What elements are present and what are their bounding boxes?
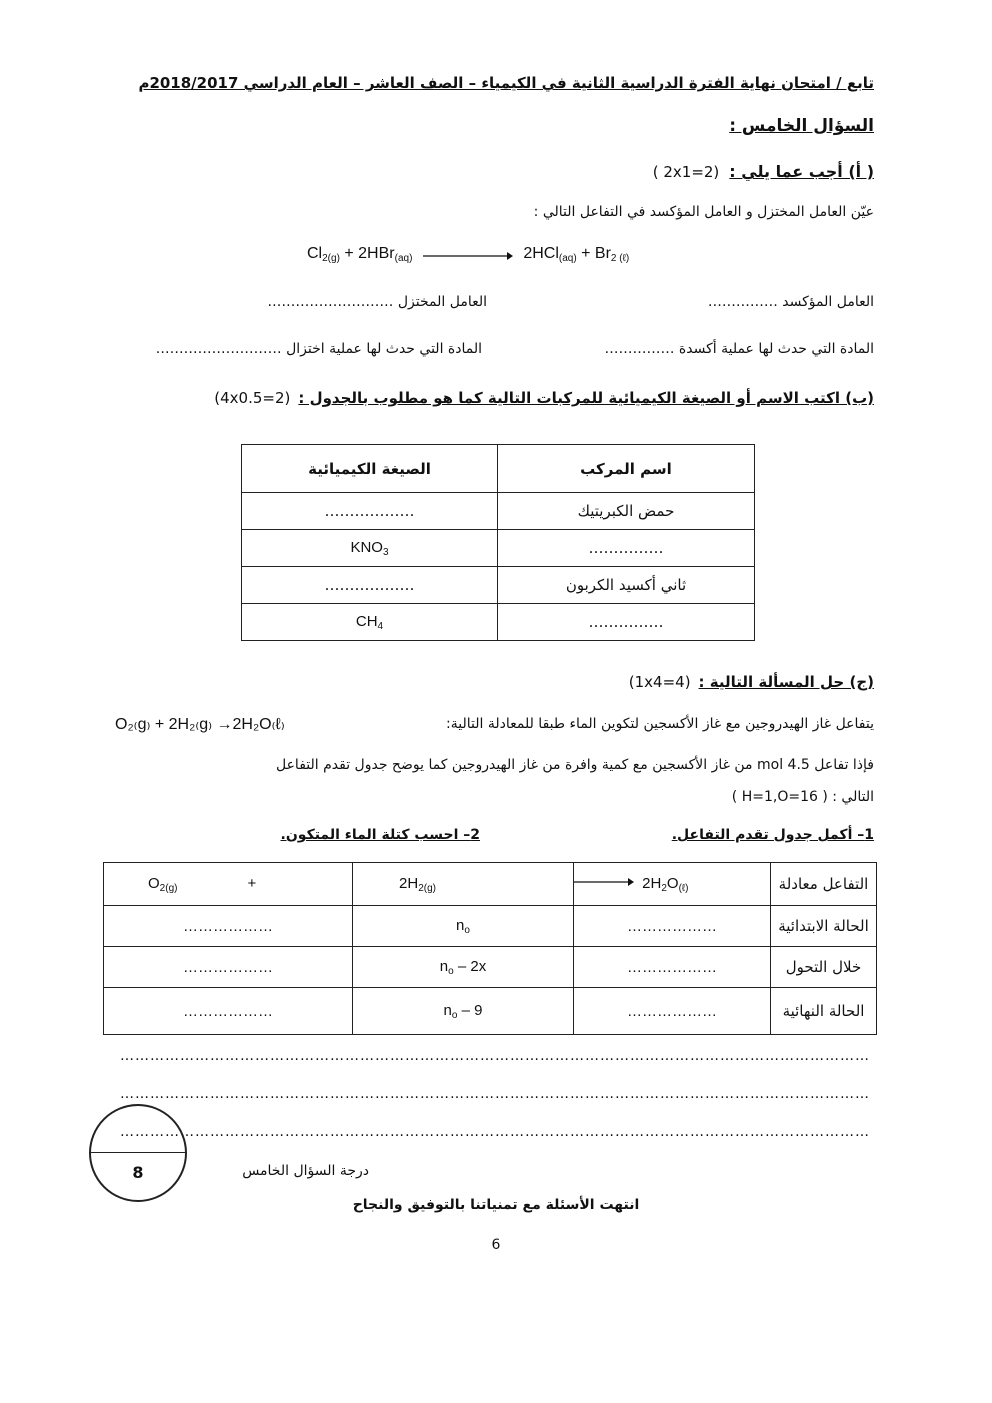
initial-row	[104, 906, 877, 947]
eq-hcl: 2HCl	[523, 245, 559, 262]
formula-subscript: 4	[377, 620, 384, 632]
closing-message: انتهت الأسئلة مع تمنياتنا بالتوفيق والنجاح	[352, 1197, 640, 1213]
water-equation: O₂₍g₎ + 2H₂₍g₎ →2H₂O₍ℓ₎	[115, 716, 285, 733]
final-row	[104, 988, 877, 1035]
score-value: 8	[132, 1163, 144, 1182]
answer-line-1[interactable]: ……………………………………………………………………………………………………………………………………	[120, 1048, 870, 1064]
eq-h2o: 2H	[642, 874, 662, 892]
eq-br: + Br	[581, 245, 611, 262]
eq-o2-cell	[104, 863, 353, 906]
table-row	[242, 493, 755, 530]
eq-h2o-cell	[574, 863, 771, 906]
table-row	[242, 530, 755, 567]
progress-table	[103, 862, 877, 1035]
initial-o2[interactable]: ………………	[104, 906, 353, 947]
header-formula: الصيغة الكيميائية	[242, 445, 498, 493]
progress-arrow-icon	[574, 876, 634, 888]
reducing-agent-row	[267, 294, 487, 310]
part-a-label: ( أ) أجب عما يلي :	[729, 162, 874, 181]
final-h2-sub: o	[451, 1009, 458, 1021]
eq-h2o-tail: O	[666, 874, 679, 892]
score-label: درجة السؤال الخامس	[242, 1163, 369, 1179]
row-label-final: الحالة النهائية	[771, 988, 877, 1035]
reduced-blank: ………………………	[155, 341, 282, 357]
compound-name-cell[interactable]: ……………	[498, 604, 755, 641]
score-circle	[89, 1104, 187, 1202]
eq-cl: Cl	[307, 245, 323, 262]
section-title: السؤال الخامس :	[729, 116, 874, 136]
eq-hbr-sub: (aq)	[394, 253, 413, 264]
compound-name-cell[interactable]: ……………	[498, 530, 755, 567]
eq-hbr: + 2HBr	[344, 245, 395, 262]
initial-h2-sub: o	[464, 924, 470, 936]
part-c-label: (ج) حل المسألة التالية :	[698, 673, 874, 691]
during-h2	[353, 947, 574, 988]
part-a-marks: ( 2x1=2)	[652, 163, 720, 181]
oxidized-label: المادة التي حدث لها عملية أكسدة	[678, 341, 874, 357]
question-1: 1– أكمل جدول تقدم التفاعل.	[671, 827, 874, 843]
reducing-agent-label: العامل المختزل	[397, 294, 487, 310]
formula-main: KNO	[350, 538, 383, 556]
compound-name-cell: حمض الكبريتيك	[498, 493, 755, 530]
compounds-header-row	[242, 445, 755, 493]
formula-subscript: 3	[382, 546, 389, 558]
during-row	[104, 947, 877, 988]
oxidized-blank: ……………	[604, 341, 675, 357]
oxidizing-agent-blank: ……………	[707, 294, 778, 310]
page-number: 6	[491, 1237, 501, 1253]
table-row	[242, 567, 755, 604]
reduced-label: المادة التي حدث لها عملية اختزال	[286, 341, 482, 357]
answer-line-2[interactable]: ……………………………………………………………………………………………………………………………………	[120, 1086, 870, 1102]
initial-h2o[interactable]: ………………	[574, 906, 771, 947]
part-a-instruction: عيّن العامل المختزل و العامل المؤكسد في التفاعل التالي :	[533, 204, 874, 220]
reduced-row	[156, 341, 482, 357]
compound-formula-cell	[242, 604, 498, 641]
row-label-during: خلال التحول	[771, 947, 877, 988]
initial-h2	[353, 906, 574, 947]
part-c-heading	[629, 673, 874, 691]
oxidizing-agent-label: العامل المؤكسد	[782, 294, 874, 310]
eq-plus: +	[247, 874, 257, 892]
eq-h2-cell	[353, 863, 574, 906]
oxidizing-agent-row	[708, 294, 874, 310]
eq-hcl-sub: (aq)	[558, 253, 577, 264]
eq-h2o-sub: 2	[661, 882, 667, 894]
question-2: 2– احسب كتلة الماء المتكون.	[280, 827, 480, 843]
part-b-heading	[214, 389, 874, 407]
initial-h2-n: n	[456, 916, 465, 934]
redox-equation	[307, 245, 629, 264]
formula-main: CH	[355, 612, 378, 630]
eq-br-sub: 2 (ℓ)	[610, 253, 630, 264]
answer-line-3[interactable]: ……………………………………………………………………………………………………………………………………	[120, 1124, 870, 1140]
eq-cl-sub: 2(g)	[322, 253, 340, 264]
part-a-heading	[653, 162, 874, 181]
problem-text-2: فإذا تفاعل 4.5 mol من غاز الأكسجين مع كمية وافرة من غاز الهيدروجين كما يوضح جدول تقدم التفاعل	[275, 757, 874, 773]
during-h2o[interactable]: ………………	[574, 947, 771, 988]
header-name: اسم المركب	[498, 445, 755, 493]
reaction-arrow-icon	[423, 248, 513, 260]
final-h2-n: n	[443, 1001, 452, 1019]
part-b-marks: (4x0.5=2)	[214, 389, 291, 407]
final-h2-tail: – 9	[457, 1001, 483, 1019]
oxidized-row	[604, 341, 874, 357]
final-h2o[interactable]: ………………	[574, 988, 771, 1035]
page-header: تابع / امتحان نهاية الفترة الدراسية الثانية في الكيمياء – الصف العاشر – العام الدراسي 2018/2017م	[138, 74, 874, 92]
problem-text-3: التالي : ( H=1,O=16 )	[731, 789, 874, 805]
during-o2[interactable]: ………………	[104, 947, 353, 988]
eq-o2: O	[148, 874, 160, 892]
row-label-initial: الحالة الابتدائية	[771, 906, 877, 947]
final-o2[interactable]: ………………	[104, 988, 353, 1035]
problem-text-1: يتفاعل غاز الهيدروجين مع غاز الأكسجين لتكوين الماء طبقا للمعادلة التالية:	[446, 716, 874, 732]
eq-o2-sub: 2(g)	[159, 882, 178, 894]
final-h2	[353, 988, 574, 1035]
compound-formula-cell[interactable]: ………………	[242, 567, 498, 604]
eq-h2-sub: 2(g)	[418, 882, 436, 894]
compound-formula-cell	[242, 530, 498, 567]
part-b-label: (ب) اكتب الاسم أو الصيغة الكيميائية للمركبات التالية كما هو مطلوب بالجدول :	[298, 389, 874, 407]
score-divider	[91, 1152, 185, 1153]
part-c-marks: (1x4=4)	[628, 673, 691, 691]
compound-name-cell: ثاني أكسيد الكربون	[498, 567, 755, 604]
eq-h2o-state: (ℓ)	[678, 882, 689, 894]
row-label-equation: التفاعل معادلة	[771, 863, 877, 906]
compound-formula-cell[interactable]: ………………	[242, 493, 498, 530]
table-row	[242, 604, 755, 641]
compounds-table	[241, 444, 755, 641]
eq-h2: 2H	[399, 874, 419, 892]
during-h2-tail: – 2x	[453, 957, 487, 975]
equation-row	[104, 863, 877, 906]
during-h2-sub: o	[448, 965, 454, 977]
reducing-agent-blank: ………………………	[267, 294, 394, 310]
during-h2-n: n	[439, 957, 449, 975]
